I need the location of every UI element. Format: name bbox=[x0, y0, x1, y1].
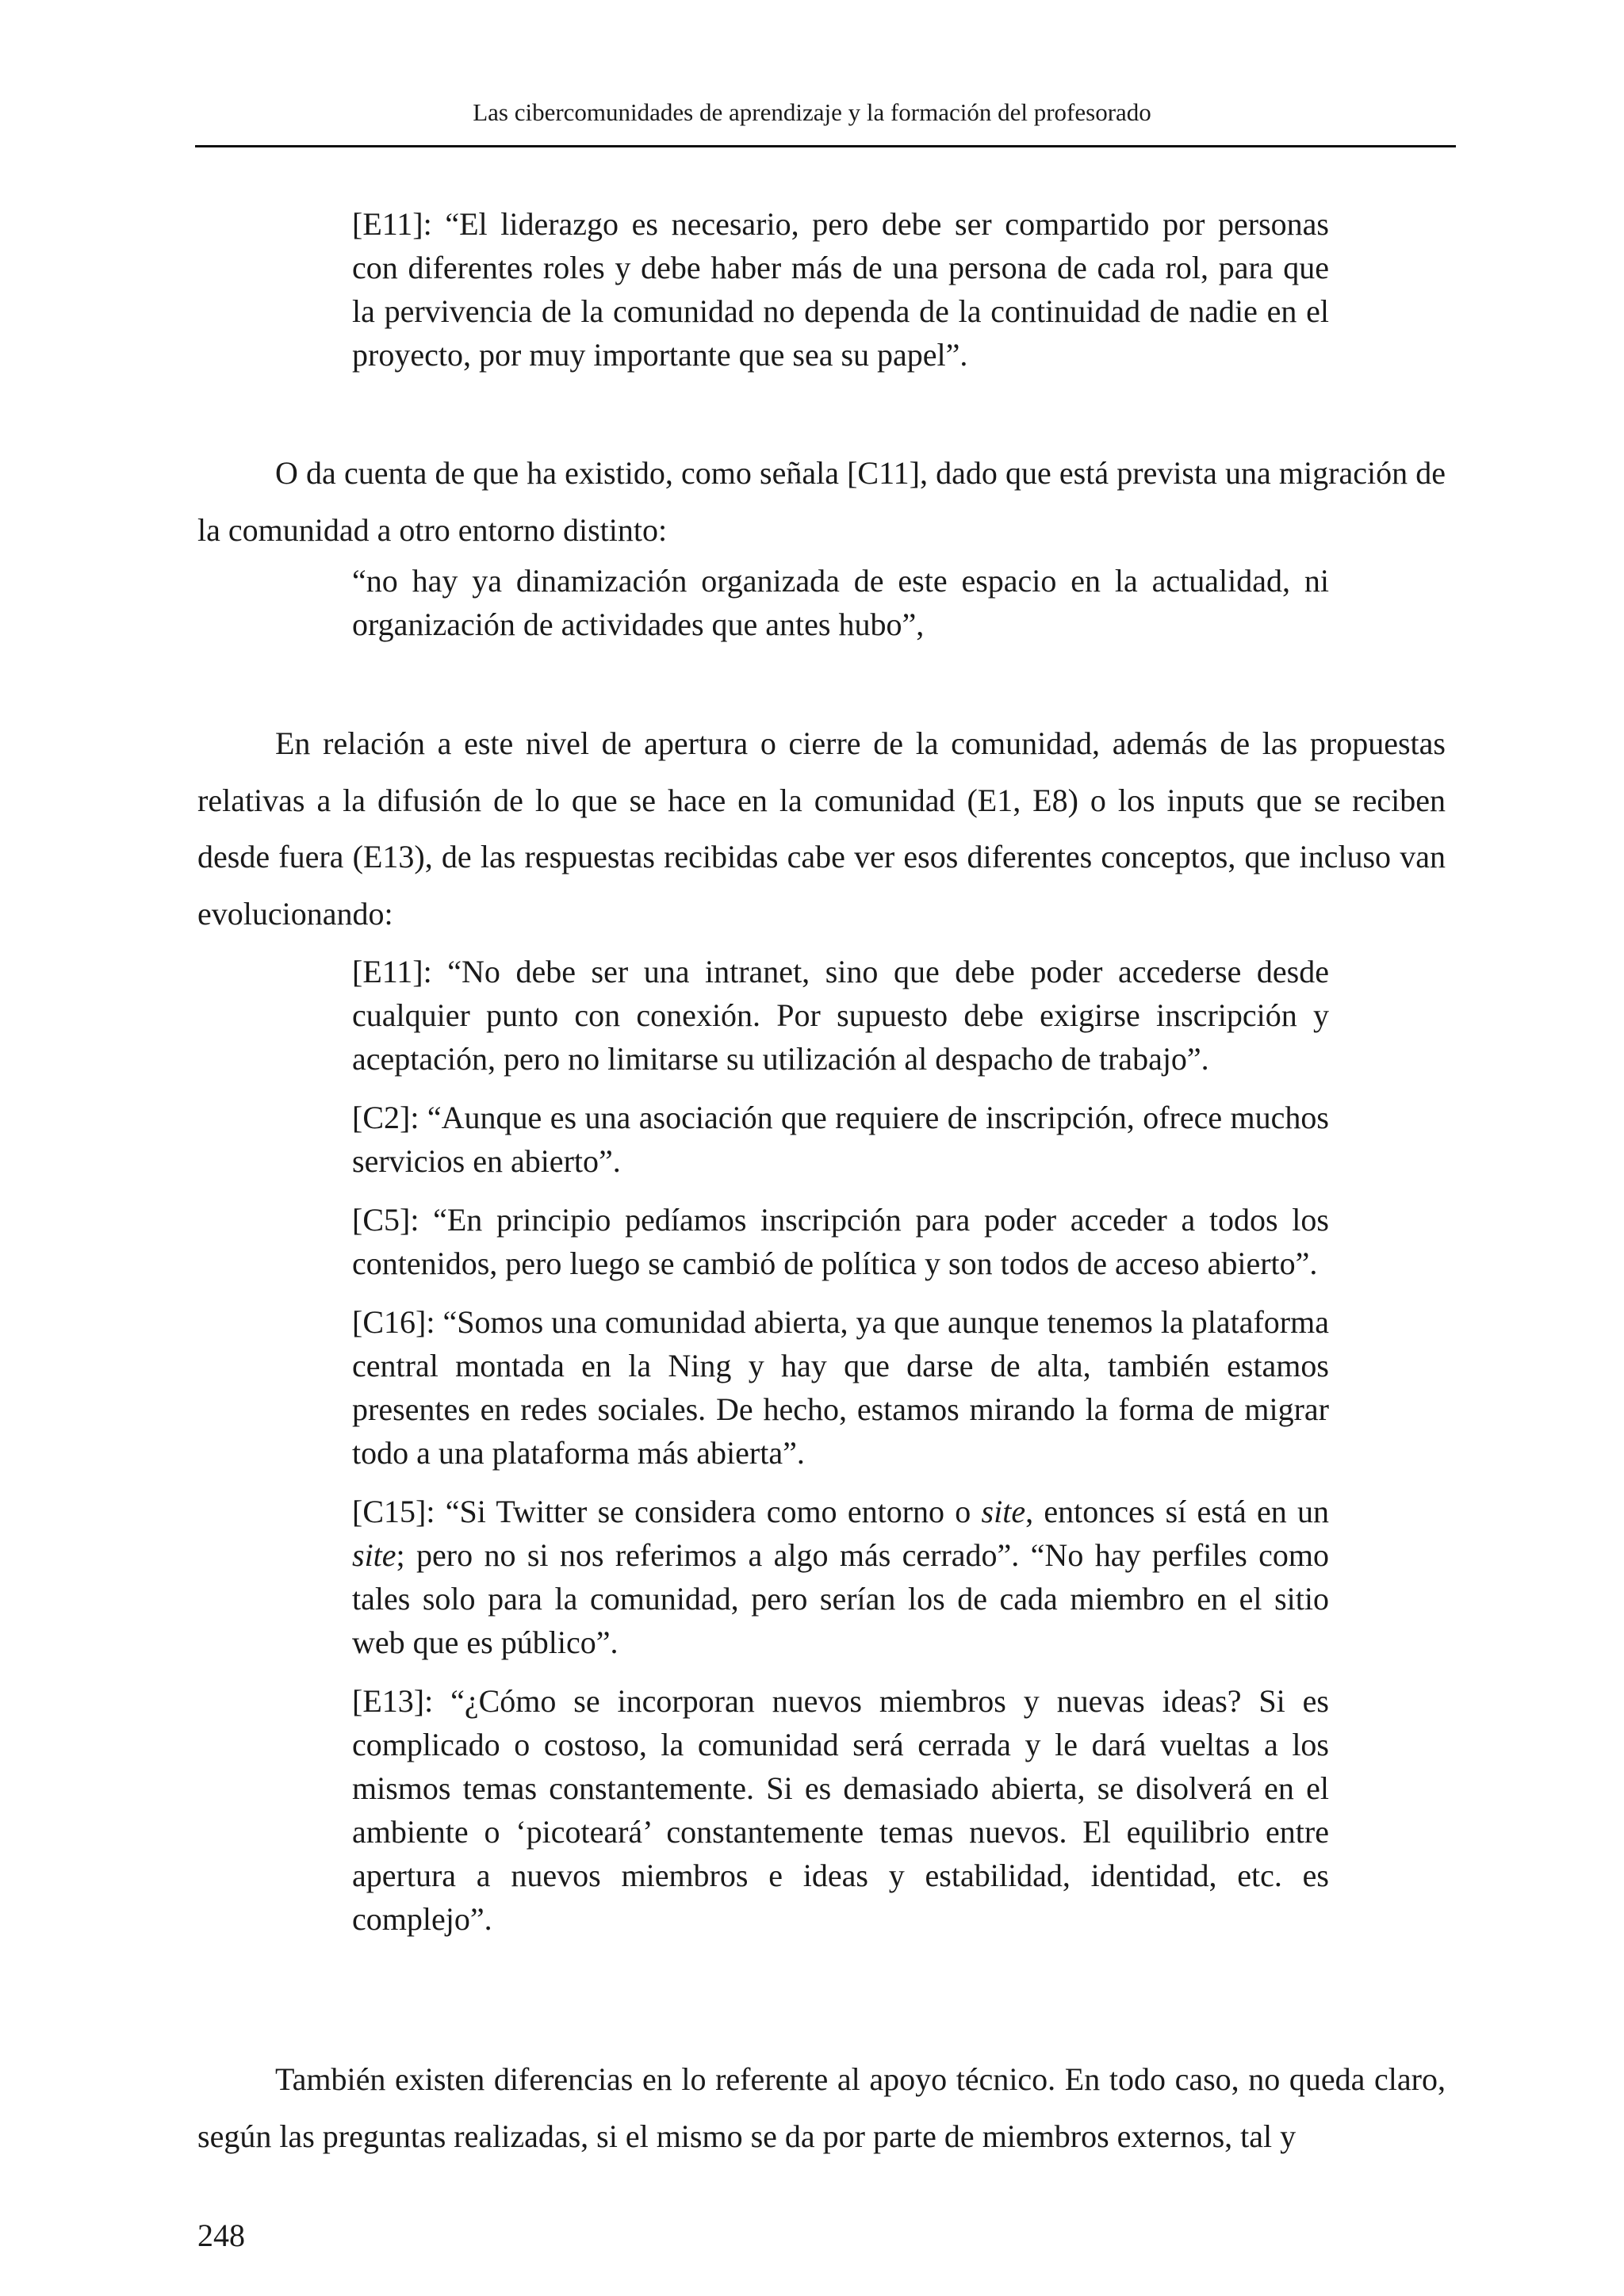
quote-c15 bbox=[352, 1490, 1329, 1664]
quote-c16: [C16]: “Somos una comunidad abierta, ya que aunque tenemos la plataforma central montada en la Ning y hay que darse de alta, también estamos presentes en redes sociales. De hecho, estamos mirando la forma de migrar todo a una plataforma más abierta”. bbox=[352, 1304, 1329, 1471]
page-number: 248 bbox=[197, 2218, 245, 2253]
quote-c15-text-1: [C15]: “Si Twitter se considera como entorno o bbox=[352, 1494, 982, 1529]
quote-c15-site-italic-1: site bbox=[981, 1494, 1026, 1529]
quote-c2: [C2]: “Aunque es una asociación que requiere de inscripción, ofrece muchos servicios en abierto”. bbox=[352, 1100, 1329, 1179]
quote-c15-text-3: ; pero no si nos referimos a algo más cerrado”. “No hay perfiles como tales solo para la comunidad, pero serían los de cada miembro en el sitio web que es público”. bbox=[352, 1537, 1329, 1660]
header-rule bbox=[195, 145, 1456, 147]
quote-c15-text-2: , entonces sí está en un bbox=[1025, 1494, 1329, 1529]
body-paragraph-1: O da cuenta de que ha existido, como señala [C11], dado que está prevista una migración de la comunidad a otro entorno distinto: bbox=[197, 455, 1446, 548]
running-header: Las cibercomunidades de aprendizaje y la formación del profesorado bbox=[473, 98, 1151, 126]
quote-text: “no hay ya dinamización organizada de este espacio en la actualidad, ni organización de actividades que antes hubo”, bbox=[352, 563, 1329, 642]
body-paragraph-3: También existen diferencias en lo referente al apoyo técnico. En todo caso, no queda claro, según las preguntas realizadas, si el mismo se da por parte de miembros externos, tal y bbox=[197, 2061, 1446, 2154]
quote-c5: [C5]: “En principio pedíamos inscripción para poder acceder a todos los contenidos, pero luego se cambió de política y son todos de acceso abierto”. bbox=[352, 1202, 1329, 1281]
quote-text: [E11]: “El liderazgo es necesario, pero debe ser compartido por personas con diferentes roles y debe haber más de una persona de cada rol, para que la pervivencia de la comunidad no dependa de la continuidad de nadie en el proyecto, por muy importante que sea su papel”. bbox=[352, 206, 1329, 373]
quote-e13: [E13]: “¿Cómo se incorporan nuevos miembros y nuevas ideas? Si es complicado o costoso, la comunidad será cerrada y le dará vueltas a los mismos temas constantemente. Si es demasiado abierta, se disolverá en el ambiente o ‘picoteará’ constantemente temas nuevos. El equilibrio entre apertura a nuevos miembros e ideas y estabilidad, identidad, etc. es complejo”. bbox=[352, 1683, 1329, 1937]
quote-e11: [E11]: “No debe ser una intranet, sino que debe poder accederse desde cualquier punto con conexión. Por supuesto debe exigirse inscripción y aceptación, pero no limitarse su utilización al despacho de trabajo”. bbox=[352, 954, 1329, 1077]
body-paragraph-2: En relación a este nivel de apertura o cierre de la comunidad, además de las propuestas relativas a la difusión de lo que se hace en la comunidad (E1, E8) o los inputs que se reciben desde fuera (E13), de las respuestas recibidas cabe ver esos diferentes conceptos, que incluso van evolucionando: bbox=[197, 725, 1446, 932]
block-quotes-group bbox=[352, 950, 1329, 1956]
block-quote-e11-leadership bbox=[352, 202, 1329, 392]
block-quote-c11 bbox=[352, 559, 1329, 661]
quote-c15-site-italic-2: site bbox=[352, 1537, 396, 1573]
